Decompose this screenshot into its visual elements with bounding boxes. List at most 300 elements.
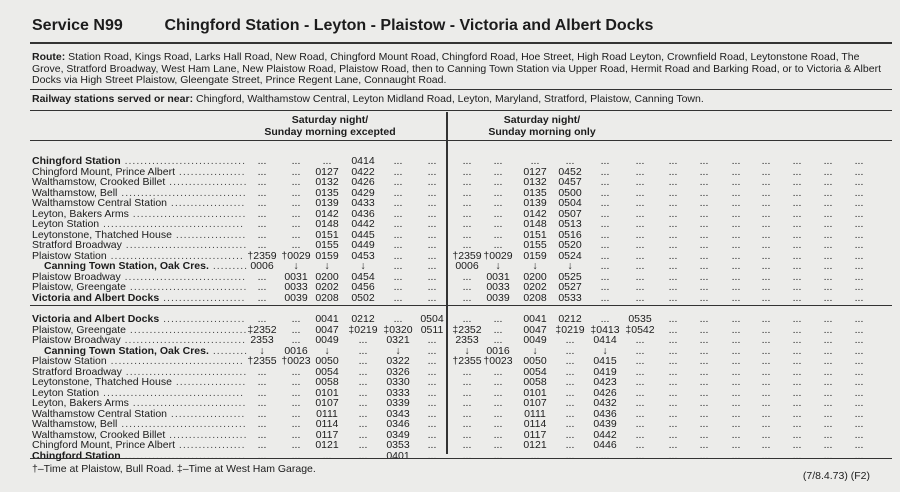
time-cell: ... <box>427 344 437 357</box>
time-cell: 0414 <box>351 155 375 167</box>
time-cell: ... <box>761 418 771 430</box>
time-cell: ... <box>635 207 645 220</box>
time-cell: †0029 <box>281 249 311 262</box>
time-cell: ... <box>291 397 301 409</box>
time-cell: ... <box>699 218 709 230</box>
time-cell: 0039 <box>486 291 510 304</box>
time-cell: ... <box>635 334 645 346</box>
time-cell: 0442 <box>351 218 375 230</box>
time-cell: 0500 <box>558 186 582 199</box>
time-cell: ... <box>731 323 741 336</box>
stop-name: Walthamstow, Crooked Billet .................... <box>32 428 248 441</box>
footnote: †–Time at Plaistow, Bull Road. ‡–Time at West Ham Garage. <box>32 463 316 475</box>
time-cell: ... <box>257 270 267 283</box>
time-cell: 0507 <box>558 207 582 220</box>
time-cell: 0330 <box>386 376 410 388</box>
time-cell: 0502 <box>351 291 375 304</box>
time-cell: ... <box>635 397 645 409</box>
stop-name: Walthamstow Central Station ................... <box>32 197 246 209</box>
time-cell: ↓ <box>360 260 366 272</box>
time-cell: ... <box>635 239 645 251</box>
time-cell: ... <box>358 407 368 420</box>
time-cell: ... <box>291 418 301 430</box>
time-cell: ... <box>731 344 741 357</box>
service-title: Chingford Station - Leyton - Plaistow - Victoria and Albert Docks <box>164 17 654 34</box>
time-cell: †0029 <box>483 249 513 262</box>
time-cell: ... <box>462 228 472 241</box>
time-cell: ‡0219 <box>555 323 585 336</box>
time-cell: ... <box>761 207 771 220</box>
time-cell: ... <box>792 428 802 441</box>
time-cell: 0155 <box>315 239 339 251</box>
time-cell: 0101 <box>523 386 547 399</box>
time-cell: ... <box>427 386 437 399</box>
time-cell: ... <box>600 197 610 209</box>
time-cell: 0453 <box>351 249 375 262</box>
time-cell: ... <box>761 218 771 230</box>
stop-name: Stratford Broadway ............................... <box>32 239 248 251</box>
stop-name: Walthamstow, Bell ................................ <box>32 186 247 199</box>
time-cell: ... <box>565 334 575 346</box>
time-cell: ... <box>635 249 645 262</box>
time-cell: ... <box>291 176 301 188</box>
time-cell: ... <box>393 218 403 230</box>
time-cell: 0415 <box>593 355 617 367</box>
time-cell: 0039 <box>284 291 308 304</box>
time-cell: ... <box>792 281 802 293</box>
time-cell: ... <box>493 407 503 420</box>
time-cell: ... <box>257 449 267 462</box>
time-cell: ... <box>291 207 301 220</box>
railway-text: Chingford, Walthamstow Central, Leyton Midland Road, Leyton, Maryland, Stratford, Plaistow, Canning Town. <box>196 93 704 105</box>
dot-leader: ................................ <box>117 418 247 430</box>
time-cell: ... <box>462 197 472 209</box>
time-cell: ... <box>291 365 301 378</box>
time-cell: 0006 <box>250 260 274 272</box>
time-cell: ... <box>792 376 802 388</box>
time-cell: ... <box>291 197 301 209</box>
time-cell: ... <box>854 334 864 346</box>
stop-name: Leyton, Bakers Arms ............................. <box>32 397 247 409</box>
time-cell: ... <box>854 165 864 178</box>
dot-leader: ................. <box>175 165 246 178</box>
time-cell: ... <box>792 418 802 430</box>
time-cell: ... <box>668 176 678 188</box>
time-cell: ... <box>393 228 403 241</box>
time-cell: 0454 <box>351 270 375 283</box>
time-cell: ... <box>792 218 802 230</box>
time-cell: 0457 <box>558 176 582 188</box>
time-cell: 0016 <box>486 344 510 357</box>
time-cell: 0343 <box>386 407 410 420</box>
time-cell: ... <box>565 376 575 388</box>
time-cell: ... <box>731 281 741 293</box>
time-cell: ... <box>761 155 771 167</box>
time-cell: ... <box>731 418 741 430</box>
time-cell: ↓ <box>395 344 401 357</box>
time-cell: ... <box>635 218 645 230</box>
time-cell: ... <box>761 239 771 251</box>
time-cell: ... <box>792 355 802 367</box>
dot-leader: ......... <box>208 344 249 357</box>
time-cell: 0414 <box>593 334 617 346</box>
time-cell: †2359 <box>452 249 482 262</box>
time-cell: ... <box>257 407 267 420</box>
dot-leader: ................... <box>167 197 246 209</box>
time-cell: ... <box>792 439 802 451</box>
time-cell: ... <box>257 291 267 304</box>
stop-name: Walthamstow, Crooked Billet .................... <box>32 176 248 188</box>
time-cell: 0159 <box>523 249 547 262</box>
dot-leader: ............................... <box>121 365 248 378</box>
time-cell: ... <box>823 449 833 462</box>
time-cell: ... <box>565 155 575 167</box>
time-cell: ... <box>823 313 833 325</box>
time-cell: ... <box>792 249 802 262</box>
time-cell: ... <box>761 344 771 357</box>
dot-leader: ............................... <box>121 239 248 251</box>
time-cell: 0111 <box>524 407 546 420</box>
time-cell: ... <box>257 207 267 220</box>
time-cell: ... <box>291 428 301 441</box>
stop-name: Leyton Station .................................... <box>32 386 245 399</box>
time-cell: ... <box>565 439 575 451</box>
time-cell: ... <box>668 186 678 199</box>
time-cell: ... <box>699 207 709 220</box>
time-cell: ... <box>761 270 771 283</box>
time-cell: ... <box>635 260 645 272</box>
time-cell: ... <box>668 407 678 420</box>
dot-leader: ............................. <box>128 207 247 220</box>
time-cell: ... <box>358 365 368 378</box>
time-cell: ... <box>291 186 301 199</box>
dot-leader: .................................... <box>99 218 245 230</box>
time-cell: ... <box>427 439 437 451</box>
time-cell: ... <box>761 165 771 178</box>
time-cell: ... <box>493 386 503 399</box>
time-cell: 0117 <box>523 428 547 441</box>
time-cell: ... <box>823 323 833 336</box>
stop-name: Chingford Mount, Prince Albert ................. <box>32 165 246 178</box>
time-cell: ... <box>731 218 741 230</box>
time-cell: ... <box>854 365 864 378</box>
time-cell: †0023 <box>483 355 513 367</box>
time-cell: 0520 <box>558 239 582 251</box>
time-cell: ... <box>257 418 267 430</box>
time-cell: ... <box>731 249 741 262</box>
time-cell: ... <box>393 313 403 325</box>
time-cell: ... <box>761 397 771 409</box>
time-cell: ‡2352 <box>247 323 277 336</box>
time-cell: ... <box>493 176 503 188</box>
time-cell: ... <box>823 218 833 230</box>
time-cell: ‡2352 <box>452 323 482 336</box>
time-cell: 0504 <box>558 197 582 209</box>
time-cell: ... <box>358 439 368 451</box>
time-cell: ... <box>668 155 678 167</box>
time-cell: ... <box>493 376 503 388</box>
time-cell: ... <box>600 165 610 178</box>
time-cell: 0442 <box>593 428 617 441</box>
time-cell: ... <box>761 407 771 420</box>
time-cell: ... <box>854 186 864 199</box>
time-cell: 0452 <box>558 165 582 178</box>
time-cell: ... <box>823 397 833 409</box>
time-cell: ... <box>823 344 833 357</box>
time-cell: ... <box>792 207 802 220</box>
time-cell: ↓ <box>602 344 608 357</box>
time-cell: ... <box>393 260 403 272</box>
time-cell: ... <box>854 176 864 188</box>
time-cell: ... <box>854 407 864 420</box>
time-cell: ... <box>823 197 833 209</box>
time-cell: ... <box>699 176 709 188</box>
time-cell: ... <box>358 376 368 388</box>
time-cell: ... <box>600 281 610 293</box>
time-cell: ... <box>427 397 437 409</box>
time-cell: 0333 <box>386 386 410 399</box>
time-cell: ... <box>565 365 575 378</box>
time-cell: ... <box>823 281 833 293</box>
time-cell: 2353 <box>455 334 479 346</box>
time-cell: ... <box>393 270 403 283</box>
time-cell: ... <box>358 386 368 399</box>
time-cell: ... <box>792 313 802 325</box>
time-cell: 0114 <box>523 418 547 430</box>
time-cell: ... <box>493 165 503 178</box>
stop-name: Plaistow, Greengate .............................. <box>32 323 248 336</box>
time-cell: ... <box>635 428 645 441</box>
time-cell: ... <box>600 155 610 167</box>
section-head-line: Saturday night/ <box>503 114 581 126</box>
railway-label: Railway stations served or near: <box>32 93 194 105</box>
time-cell: ... <box>565 407 575 420</box>
time-cell: 0326 <box>386 365 410 378</box>
time-cell: ... <box>493 186 503 199</box>
time-cell: ... <box>668 376 678 388</box>
time-cell: ... <box>731 155 741 167</box>
dot-leader: ............................. <box>128 397 247 409</box>
time-cell: 0208 <box>315 291 339 304</box>
time-cell: ... <box>761 449 771 462</box>
time-cell: 0107 <box>315 397 339 409</box>
time-cell: ... <box>668 218 678 230</box>
time-cell: ... <box>731 228 741 241</box>
section-head-line: Sunday morning excepted <box>264 126 396 138</box>
time-cell: ... <box>493 228 503 241</box>
time-cell: ... <box>427 176 437 188</box>
time-cell: ... <box>358 397 368 409</box>
time-cell: 0432 <box>593 397 617 409</box>
time-cell: ... <box>427 428 437 441</box>
time-cell: ... <box>257 313 267 325</box>
time-cell: ... <box>668 334 678 346</box>
time-cell: ... <box>761 197 771 209</box>
time-cell: 0047 <box>523 323 547 336</box>
time-cell: ... <box>823 365 833 378</box>
time-cell: 0041 <box>523 313 547 325</box>
time-cell: ... <box>462 397 472 409</box>
header <box>32 17 653 35</box>
time-cell: ... <box>393 281 403 293</box>
time-cell: ... <box>731 176 741 188</box>
time-cell: ... <box>600 249 610 262</box>
time-cell: 0353 <box>386 439 410 451</box>
time-cell: 0439 <box>593 418 617 430</box>
time-cell: ↓ <box>324 344 330 357</box>
time-cell: ... <box>699 281 709 293</box>
time-cell: ... <box>493 449 503 462</box>
time-cell: 0446 <box>593 439 617 451</box>
time-cell: ... <box>257 386 267 399</box>
time-cell: ... <box>635 449 645 462</box>
time-cell: ... <box>792 334 802 346</box>
time-cell: ... <box>257 376 267 388</box>
time-cell: ... <box>493 365 503 378</box>
time-cell: ... <box>635 186 645 199</box>
time-cell: ... <box>635 355 645 367</box>
time-cell: ↓ <box>567 260 573 272</box>
time-cell: ... <box>565 418 575 430</box>
time-cell: ... <box>565 449 575 462</box>
time-cell: ... <box>493 207 503 220</box>
time-cell: ... <box>699 344 709 357</box>
time-cell: ... <box>462 449 472 462</box>
time-cell: ... <box>731 260 741 272</box>
time-cell: ... <box>823 186 833 199</box>
time-cell: 0504 <box>420 313 444 325</box>
time-cell: ... <box>427 260 437 272</box>
time-cell: ... <box>699 407 709 420</box>
time-cell: ‡0542 <box>625 323 655 336</box>
time-cell: ... <box>668 165 678 178</box>
time-cell: ... <box>823 439 833 451</box>
time-cell: ... <box>699 249 709 262</box>
time-cell: ... <box>291 155 301 167</box>
time-cell: 0006 <box>455 260 479 272</box>
time-cell: ... <box>291 376 301 388</box>
time-cell: ... <box>322 449 332 462</box>
time-cell: 0346 <box>386 418 410 430</box>
time-cell: ... <box>291 313 301 325</box>
time-cell: ... <box>761 355 771 367</box>
footer-rule <box>30 458 892 459</box>
time-cell: ... <box>731 165 741 178</box>
time-cell: †2355 <box>452 355 482 367</box>
header-rule <box>30 42 892 44</box>
time-cell: ... <box>699 428 709 441</box>
time-cell: 0058 <box>315 376 339 388</box>
stop-name: Chingford Station ............................... <box>32 155 247 167</box>
time-cell: ... <box>823 376 833 388</box>
time-cell: 0049 <box>315 334 339 346</box>
time-cell: ... <box>427 376 437 388</box>
time-cell: 0139 <box>315 197 339 209</box>
time-cell: ... <box>493 323 503 336</box>
time-cell: ... <box>635 165 645 178</box>
column-head-rule <box>30 140 892 141</box>
time-cell: †2355 <box>247 355 277 367</box>
time-cell: ... <box>668 313 678 325</box>
time-cell: ... <box>462 239 472 251</box>
time-cell: ... <box>823 291 833 304</box>
time-cell: ... <box>792 165 802 178</box>
time-cell: ... <box>854 397 864 409</box>
time-cell: ... <box>823 239 833 251</box>
time-cell: ... <box>761 386 771 399</box>
time-cell: ... <box>427 365 437 378</box>
time-cell: ... <box>854 313 864 325</box>
time-cell: 0127 <box>315 165 339 178</box>
time-cell: 0132 <box>523 176 547 188</box>
time-cell: ... <box>854 197 864 209</box>
time-cell: 0016 <box>284 344 308 357</box>
time-cell: 0511 <box>420 323 444 336</box>
dot-leader: .................................. <box>106 355 244 367</box>
time-cell: ... <box>565 428 575 441</box>
time-cell: ... <box>393 176 403 188</box>
time-cell: ... <box>699 386 709 399</box>
time-cell: 0339 <box>386 397 410 409</box>
stop-name: Leytonstone, Thatched House .................. <box>32 376 247 388</box>
time-cell: ... <box>792 186 802 199</box>
time-cell: ... <box>600 207 610 220</box>
time-cell: ... <box>493 439 503 451</box>
time-cell: ... <box>257 239 267 251</box>
time-cell: ... <box>823 155 833 167</box>
time-cell: ... <box>699 334 709 346</box>
time-cell: 0525 <box>558 270 582 283</box>
time-cell: ... <box>427 291 437 304</box>
time-cell: ... <box>699 323 709 336</box>
time-cell: ... <box>792 449 802 462</box>
time-cell: ... <box>792 260 802 272</box>
time-cell: ... <box>731 334 741 346</box>
time-cell: ... <box>257 186 267 199</box>
route-label: Route: <box>32 51 66 63</box>
time-cell: ... <box>699 165 709 178</box>
time-cell: ‡0320 <box>383 323 413 336</box>
stop-name: Plaistow Station .................................. <box>32 249 244 262</box>
time-cell: ... <box>823 428 833 441</box>
time-cell: ... <box>291 439 301 451</box>
time-cell: 0054 <box>523 365 547 378</box>
time-cell: ... <box>792 397 802 409</box>
time-cell: ... <box>427 207 437 220</box>
time-cell: 0117 <box>315 428 339 441</box>
time-cell: ... <box>257 176 267 188</box>
time-cell: ... <box>291 449 301 462</box>
time-cell: ... <box>291 323 301 336</box>
time-cell: 0524 <box>558 249 582 262</box>
time-cell: ... <box>699 449 709 462</box>
time-cell: ... <box>668 386 678 399</box>
time-cell: ... <box>291 334 301 346</box>
time-cell: ... <box>792 323 802 336</box>
time-cell: ... <box>761 323 771 336</box>
time-cell: ... <box>668 439 678 451</box>
time-cell: ... <box>427 355 437 367</box>
time-cell: ... <box>699 155 709 167</box>
time-cell: ... <box>823 355 833 367</box>
route-text: Station Road, Kings Road, Larks Hall Road, New Road, Chingford Mount Road, Chingford Road, Hoe Street, High Road Leyton, Crownfield Road, Leytonstone Road, The Grove, Stratford Broadway, West Ham Lane, New Plaistow Road, Plaistow Road, then to Canning Town Station via Upper Road, Hermit Road and Barking Road, or to Victoria & Albert Docks via High Street Plaistow, Gleengate Street, Prince Regent Lane, Connaught Road. <box>32 51 881 86</box>
time-cell: ... <box>635 270 645 283</box>
time-cell: ... <box>462 155 472 167</box>
time-cell: ... <box>854 270 864 283</box>
time-cell: ... <box>699 313 709 325</box>
time-cell: ... <box>668 344 678 357</box>
time-cell: ↓ <box>532 344 538 357</box>
